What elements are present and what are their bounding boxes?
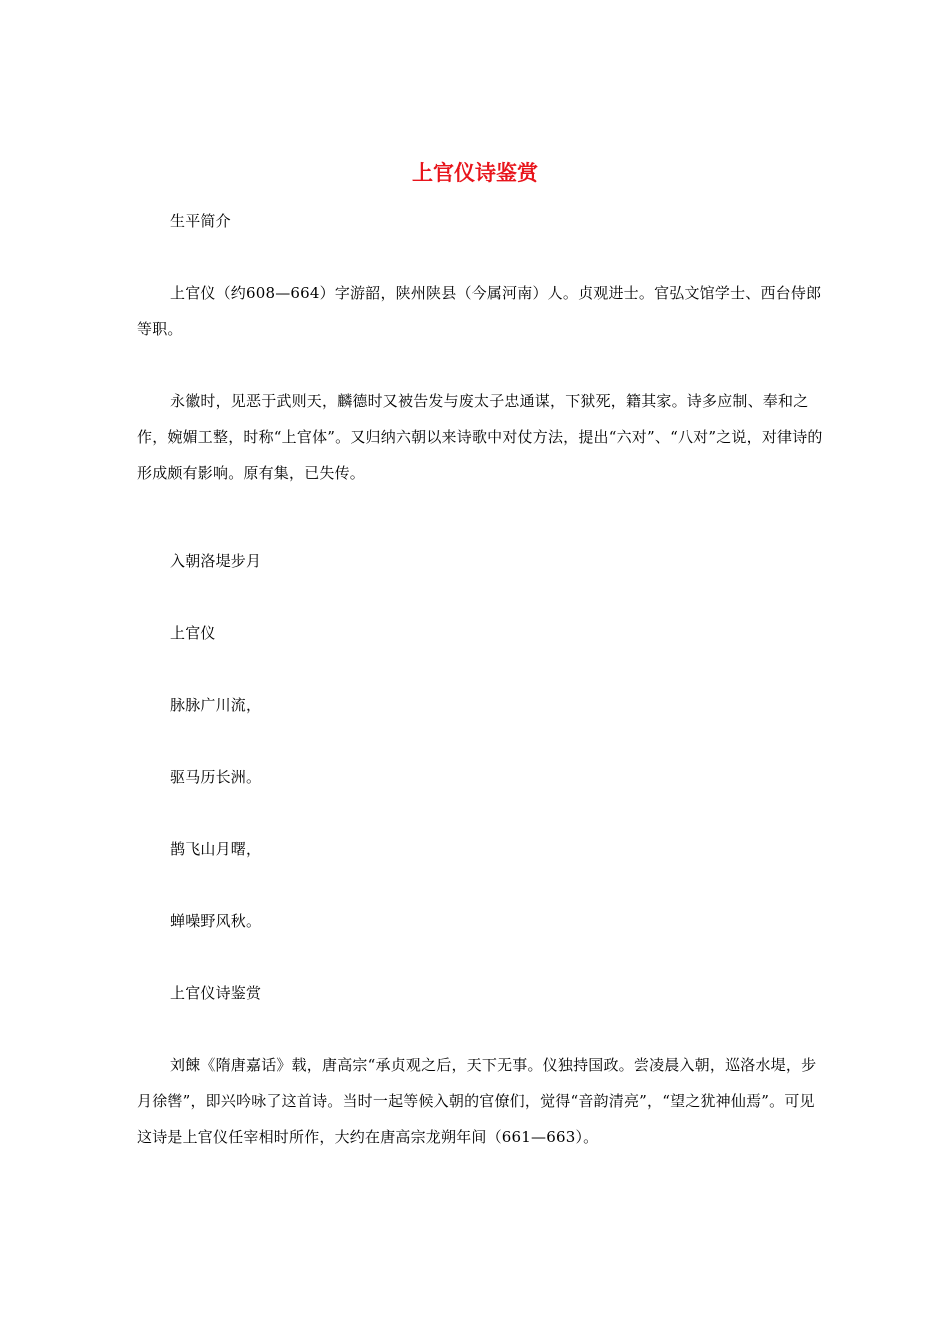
- poem-line-2: 驱马历长洲。: [170, 768, 262, 786]
- paragraph-biography-intro: 上官仪（约608—664）字游韶，陕州陕县（今属河南）人。贞观进士。官弘文馆学士、西台侍郎等职。: [137, 284, 822, 338]
- poem-author: 上官仪: [170, 624, 216, 642]
- paragraph-biography-detail: 永徽时，见恶于武则天，麟德时又被告发与废太子忠通谋，下狱死，籍其家。诗多应制、奉和之作，婉媚工整，时称“上官体”。又归纳六朝以来诗歌中对仗方法，提出“六对”、“八对”之说，对律诗的形成颇有影响。原有集，已失传。: [137, 392, 823, 482]
- poem-line-4: 蝉噪野风秋。: [170, 912, 262, 930]
- paragraph-appreciation: 刘餗《隋唐嘉话》载，唐高宗“承贞观之后，天下无事。仪独持国政。尝凌晨入朝，巡洛水堤，步月徐辔”，即兴吟咏了这首诗。当时一起等候入朝的官僚们，觉得“音韵清亮”，“望之犹神仙焉”。可见这诗是上官仪任宰相时所作，大约在唐高宗龙朔年间（661—663）。: [137, 1056, 817, 1146]
- section-heading-biography: 生平简介: [170, 212, 231, 230]
- poem-line-3: 鹊飞山月曙，: [170, 840, 262, 858]
- poem-line-1: 脉脉广川流，: [170, 696, 262, 714]
- document-title: 上官仪诗鉴赏: [412, 160, 538, 185]
- section-heading-appreciation: 上官仪诗鉴赏: [170, 984, 262, 1002]
- poem-title: 入朝洛堤步月: [170, 552, 262, 570]
